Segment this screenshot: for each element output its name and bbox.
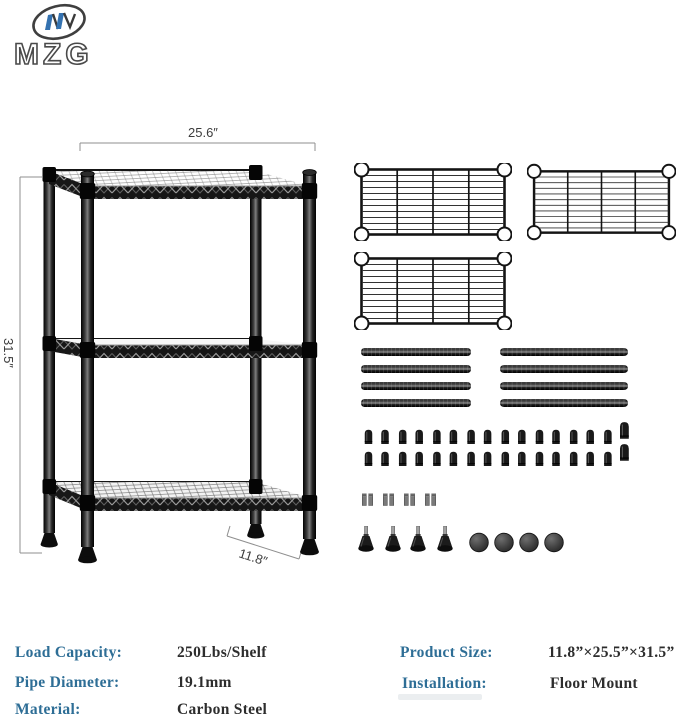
sleeve-part [399, 452, 407, 466]
sleeve-part [586, 430, 594, 444]
sleeve-part [536, 452, 544, 466]
dim-height-label: 31.5″ [1, 338, 16, 368]
spec-value: 250Lbs/Shelf [177, 644, 267, 661]
sleeve-part [433, 430, 441, 444]
pole-parts [361, 348, 628, 407]
dim-width-line [80, 143, 315, 151]
sleeve-part [570, 452, 578, 466]
sleeve-part [484, 430, 492, 444]
leveling-foot-parts [358, 526, 452, 552]
pole-front-left [81, 174, 94, 547]
wire-shelf-parts [355, 163, 676, 331]
sleeve-part [484, 452, 492, 466]
sleeve-part [450, 452, 458, 466]
spec-value: Floor Mount [550, 675, 638, 692]
sleeve-part [536, 430, 544, 444]
shelf-unit [41, 165, 319, 563]
sleeve-part [381, 452, 389, 466]
sleeve-part [467, 452, 475, 466]
sleeve-part [365, 430, 373, 444]
sleeve-part [518, 452, 526, 466]
foot-cap-parts [470, 533, 564, 552]
sleeve-part [620, 422, 629, 439]
sleeve-part [604, 452, 612, 466]
spec-value: Carbon Steel [177, 701, 268, 718]
sleeve-part [518, 430, 526, 444]
wire-shelf-part [355, 163, 512, 242]
sleeve-part [620, 444, 629, 461]
sleeve-part [415, 430, 423, 444]
spec-value: 19.1mm [177, 674, 232, 691]
spec-label: Load Capacity: [15, 644, 123, 661]
wire-shelf-part [355, 252, 512, 331]
sleeve-part [552, 452, 560, 466]
spec-label: Pipe Diameter: [15, 674, 120, 691]
dim-height-line [20, 177, 42, 553]
sleeve-part [415, 452, 423, 466]
sleeve-parts [365, 422, 629, 466]
spec-label: Product Size: [400, 644, 493, 661]
dim-depth-label: 11.8″ [237, 545, 270, 569]
spec-value: 11.8”×25.5”×31.5” [548, 644, 675, 661]
sleeve-part [604, 430, 612, 444]
spec-label: Installation: [402, 675, 487, 692]
sleeve-part [433, 452, 441, 466]
sleeve-part [467, 430, 475, 444]
sleeve-part [365, 452, 373, 466]
sleeve-part [399, 430, 407, 444]
sleeve-part [586, 452, 594, 466]
sleeve-part [552, 430, 560, 444]
sleeve-part [502, 452, 510, 466]
pole-back-left [44, 171, 56, 533]
dim-width-label: 25.6″ [188, 125, 218, 140]
sleeve-part [570, 430, 578, 444]
wire-shelf-part [527, 165, 675, 240]
screw-parts [362, 494, 436, 506]
sleeve-part [381, 430, 389, 444]
spec-faint-row [398, 694, 482, 700]
spec-label: Material: [15, 701, 81, 718]
brand-wordmark: MZG [14, 38, 93, 71]
sleeve-part [502, 430, 510, 444]
sleeve-part [450, 430, 458, 444]
